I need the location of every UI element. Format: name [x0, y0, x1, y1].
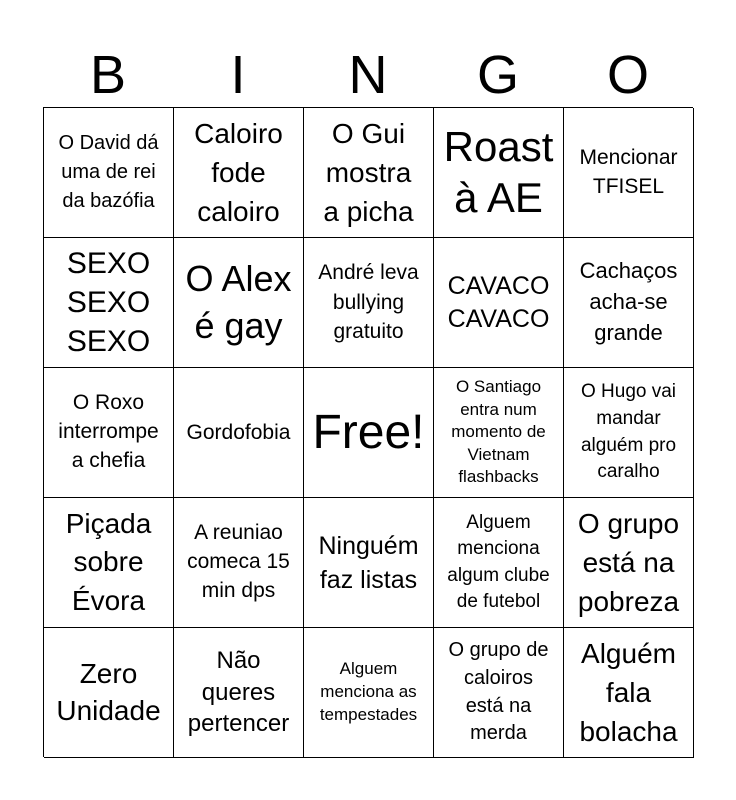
- bingo-cell[interactable]: [564, 368, 694, 498]
- bingo-cell-text: SEXO SEXO SEXO: [66, 247, 151, 358]
- bingo-cell-text: O Hugo vai mandar alguém pro caralho: [580, 380, 677, 483]
- bingo-cell[interactable]: [44, 238, 174, 368]
- bingo-cell-text: Ninguém faz listas: [318, 531, 419, 594]
- bingo-cell-text: Zero Unidade: [56, 658, 161, 726]
- bingo-cell[interactable]: [564, 498, 694, 628]
- bingo-cell[interactable]: [44, 628, 174, 758]
- header-letter-o: O: [606, 45, 649, 105]
- bingo-cell-text: O grupo está na pobreza: [577, 507, 680, 618]
- bingo-cell-free[interactable]: [304, 368, 434, 498]
- bingo-cell[interactable]: [434, 368, 564, 498]
- bingo-cell-text: André leva bullying gratuito: [318, 261, 419, 344]
- bingo-cell[interactable]: [174, 628, 304, 758]
- header-letter-g: G: [476, 45, 519, 105]
- bingo-cell-text: Mencionar TFISEL: [579, 146, 678, 198]
- bingo-cell[interactable]: [304, 628, 434, 758]
- bingo-cell-text: O Gui mostra a picha: [323, 117, 414, 228]
- bingo-cell-text: Alguem menciona algum clube de futebol: [447, 512, 550, 612]
- bingo-cell[interactable]: [434, 498, 564, 628]
- header-letter-i: I: [230, 45, 246, 105]
- bingo-cell[interactable]: [44, 108, 174, 238]
- bingo-cell-text: Alguem menciona as tempestades: [319, 659, 418, 724]
- bingo-cell-text: O Santiago entra num momento de Vietnam flashbacks: [451, 376, 546, 487]
- bingo-header: [43, 40, 693, 110]
- bingo-cell[interactable]: [174, 498, 304, 628]
- bingo-cell[interactable]: [564, 628, 694, 758]
- bingo-grid: [43, 107, 693, 757]
- bingo-cell-text: Cachaços acha-se grande: [579, 258, 678, 345]
- bingo-cell[interactable]: [434, 628, 564, 758]
- bingo-cell-text: A reuniao comeca 15 min dps: [187, 521, 290, 602]
- bingo-cell-text: Gordofobia: [186, 420, 291, 444]
- bingo-cell[interactable]: [44, 368, 174, 498]
- bingo-cell-text: CAVACO CAVACO: [447, 271, 550, 333]
- bingo-cell[interactable]: [564, 238, 694, 368]
- bingo-cell-text: O grupo de caloiros está na merda: [448, 639, 549, 745]
- bingo-cell[interactable]: [304, 108, 434, 238]
- bingo-cell[interactable]: [174, 108, 304, 238]
- bingo-cell-text: Não queres pertencer: [187, 646, 290, 738]
- bingo-cell-text: Piçada sobre Évora: [65, 507, 152, 616]
- bingo-cell-text: Alguém fala bolacha: [579, 637, 678, 748]
- bingo-cell-text: Roast à AE: [443, 123, 554, 221]
- bingo-cell[interactable]: [174, 238, 304, 368]
- bingo-cell[interactable]: [304, 498, 434, 628]
- bingo-cell-text: O David dá uma de rei da bazófia: [58, 132, 159, 212]
- bingo-cell[interactable]: [434, 238, 564, 368]
- header-letter-n: N: [348, 45, 388, 105]
- bingo-cell-text: O Alex é gay: [185, 257, 292, 346]
- bingo-cell[interactable]: [44, 498, 174, 628]
- header-letter-b: B: [89, 45, 127, 105]
- bingo-cell[interactable]: [174, 368, 304, 498]
- bingo-cell[interactable]: [304, 238, 434, 368]
- bingo-cell-text: Caloiro fode caloiro: [194, 117, 283, 228]
- bingo-cell[interactable]: [564, 108, 694, 238]
- bingo-cell-text: O Roxo interrompe a chefia: [58, 391, 159, 472]
- bingo-cell[interactable]: [434, 108, 564, 238]
- bingo-cell-text: Free!: [312, 405, 425, 459]
